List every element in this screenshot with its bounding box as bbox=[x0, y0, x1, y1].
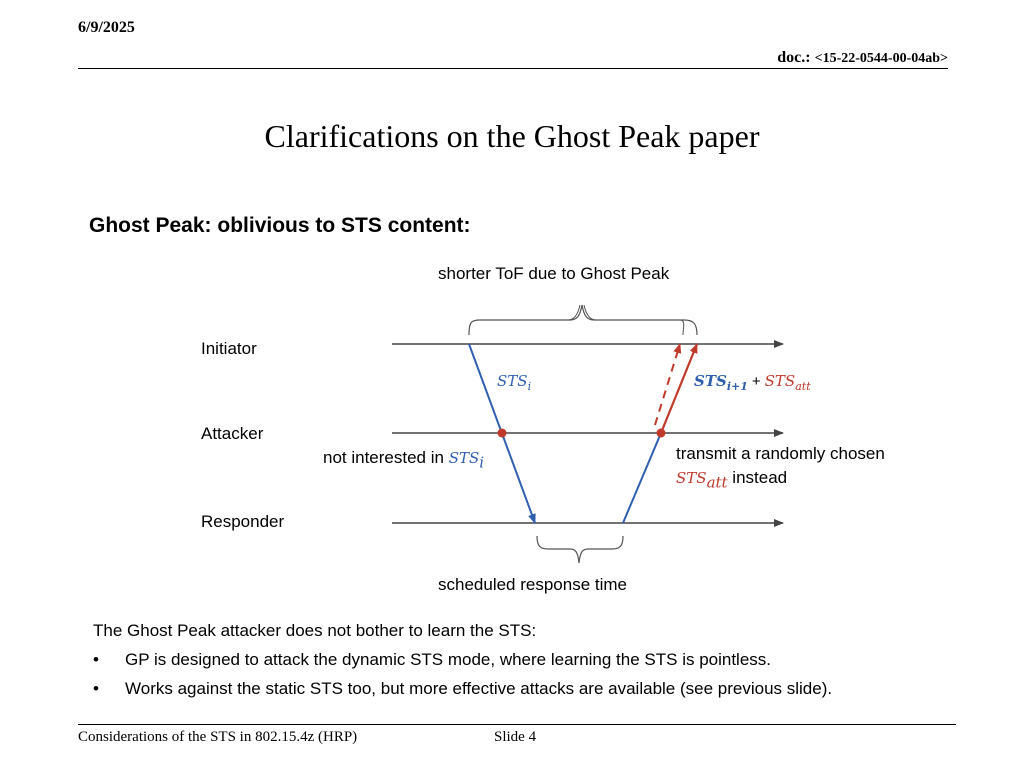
lane-label-initiator: Initiator bbox=[201, 339, 257, 358]
slide-title: Clarifications on the Ghost Peak paper bbox=[264, 118, 760, 154]
transmit-sts-base: STS bbox=[676, 469, 707, 487]
top-brace bbox=[469, 305, 697, 335]
sts-next-sub: i+1 bbox=[726, 380, 748, 393]
transmit-note-line2 bbox=[676, 468, 787, 491]
section-heading: Ghost Peak: oblivious to STS content: bbox=[89, 214, 471, 237]
bottom-brace bbox=[537, 536, 623, 563]
sts-next-label bbox=[694, 372, 811, 393]
sts-att-sub: att bbox=[795, 380, 811, 393]
bullet-item bbox=[93, 650, 771, 670]
sts-att-arrow bbox=[661, 344, 697, 433]
transmit-instead-text: instead bbox=[727, 468, 788, 487]
sts-plus-sign: + bbox=[751, 373, 761, 390]
footer-rule bbox=[78, 724, 956, 725]
sts-response-line bbox=[623, 433, 661, 523]
not-interested-note bbox=[323, 448, 484, 471]
attacker-intercept-dot bbox=[498, 429, 507, 438]
attacker-transmit-dot bbox=[657, 429, 666, 438]
lane-label-attacker: Attacker bbox=[201, 424, 264, 443]
not-interested-sts-base: STS bbox=[448, 449, 480, 467]
sts-i-base: STS bbox=[497, 372, 528, 390]
sts-att-base: STS bbox=[764, 372, 796, 390]
body-intro: The Ghost Peak attacker does not bother to learn the STS: bbox=[93, 621, 537, 640]
bullet-marker: • bbox=[93, 679, 99, 698]
not-interested-text: not interested in bbox=[323, 448, 449, 467]
sts-i-label bbox=[497, 372, 531, 393]
transmit-note-line1: transmit a randomly chosen bbox=[676, 444, 885, 463]
transmit-sts-sub: att bbox=[706, 473, 728, 492]
sts-next-base: STS bbox=[694, 372, 727, 390]
footer-doc-title: Considerations of the STS in 802.15.4z (HRP) bbox=[78, 729, 358, 745]
header-date: 6/9/2025 bbox=[78, 19, 135, 36]
bullet-item bbox=[93, 679, 832, 699]
not-interested-sts-sub: i bbox=[479, 453, 485, 472]
ghost-peak-dashed-arrow bbox=[655, 344, 680, 425]
bullet-marker: • bbox=[93, 650, 99, 669]
top-brace-label: shorter ToF due to Ghost Peak bbox=[438, 264, 670, 283]
footer-slide-number: Slide 4 bbox=[494, 729, 537, 745]
lane-label-responder: Responder bbox=[201, 512, 285, 531]
header-doc-prefix: doc.: bbox=[777, 49, 815, 66]
bottom-brace-label: scheduled response time bbox=[438, 575, 628, 594]
sts-i-sub: i bbox=[527, 380, 532, 393]
bullet-text: Works against the static STS too, but more effective attacks are available (see previous slide). bbox=[125, 679, 833, 698]
bullet-text: GP is designed to attack the dynamic STS mode, where learning the STS is pointless. bbox=[125, 650, 772, 669]
header-doc-number: <15-22-0544-00-04ab> bbox=[814, 51, 948, 66]
